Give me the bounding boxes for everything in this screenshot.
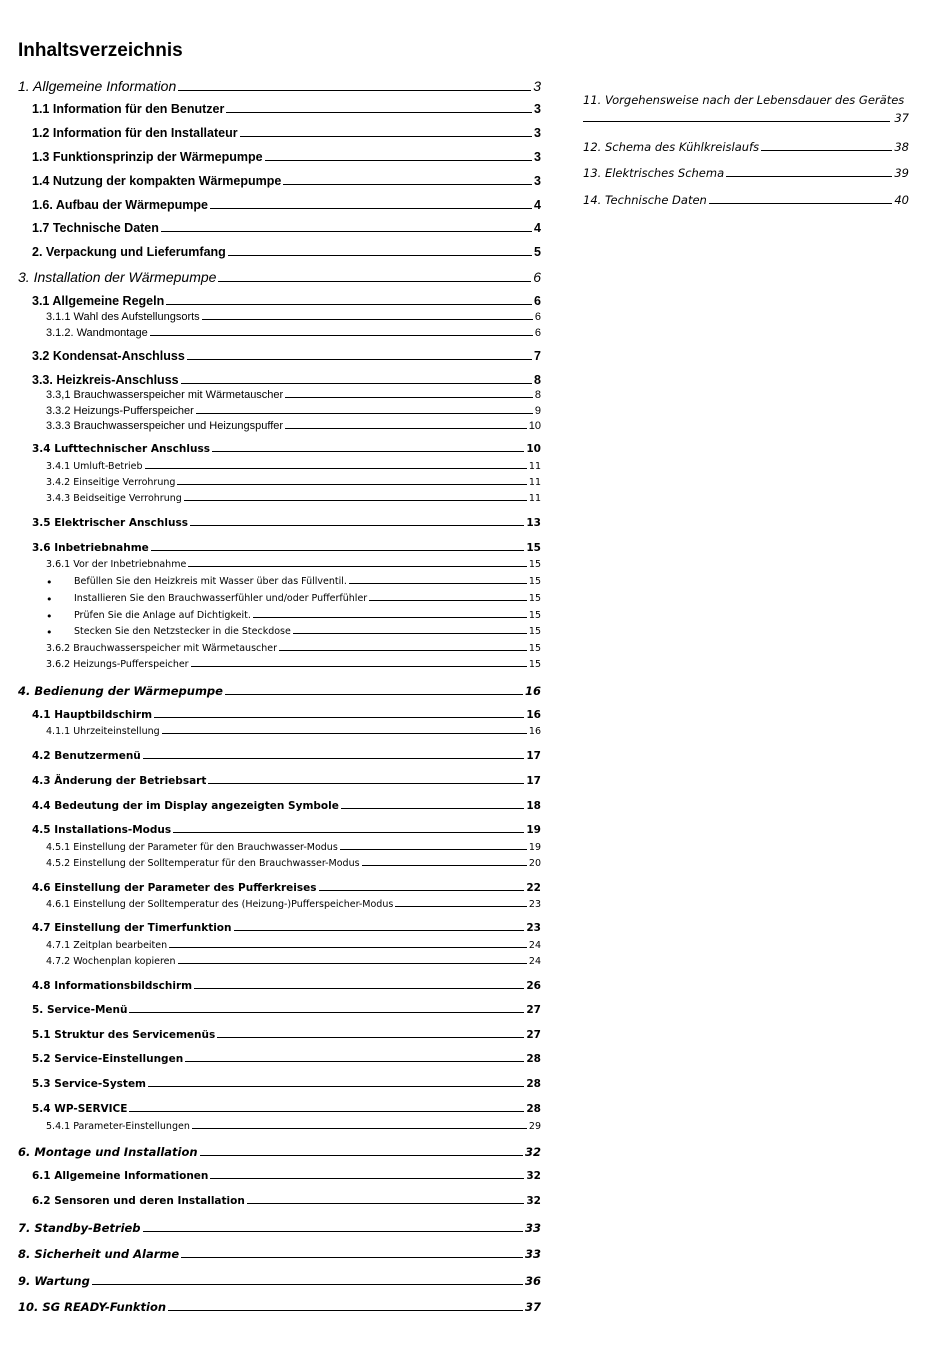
bullet-icon: • [46, 576, 53, 589]
toc-entry-text: 4.6.1 Einstellung der Solltemperatur des (Heizung-)Pufferspeicher-Modus [46, 899, 394, 910]
toc-entry-page: 7 [534, 349, 541, 363]
toc-leader [173, 830, 524, 833]
toc-entry-text: 3.5 Elektrischer Anschluss [32, 517, 188, 529]
toc-leader [583, 119, 890, 122]
toc-entry-page: 5 [534, 245, 541, 259]
toc-entry-page: 39 [894, 166, 909, 180]
toc-entry-text: 5. Service-Menü [32, 1004, 128, 1016]
toc-leader [188, 565, 527, 567]
toc-entry-page: 28 [526, 1053, 541, 1065]
toc-entry-text: 12. Schema des Kühlkreislaufs [583, 140, 760, 154]
toc-entry[interactable] [46, 559, 541, 570]
toc-leader [200, 1153, 523, 1156]
toc-leader [212, 449, 524, 452]
toc-entry-page: 11 [528, 477, 541, 488]
bullet-icon: • [46, 610, 53, 623]
toc-entry-text: 3.6.2 Brauchwasserspeicher mit Wärmetauscher [46, 643, 278, 654]
toc-leader [709, 201, 893, 204]
toc-entry[interactable] [32, 1004, 541, 1016]
toc-entry-text: 4.1.1 Uhrzeiteinstellung [46, 726, 160, 737]
toc-entry[interactable] [32, 517, 541, 529]
toc-entry-text: 4.7.1 Zeitplan bearbeiten [46, 940, 168, 951]
toc-entry-page: 40 [894, 193, 909, 207]
toc-leader [726, 174, 892, 177]
toc-entry[interactable] [46, 643, 541, 654]
toc-leader [218, 279, 531, 282]
toc-entry[interactable] [18, 269, 541, 285]
toc-entry[interactable] [18, 78, 541, 94]
toc-entry-page: 13 [526, 517, 541, 529]
toc-leader [234, 928, 525, 931]
toc-entry-text: 3.6 Inbetriebnahme [32, 542, 149, 554]
toc-entry-page: 18 [526, 800, 541, 812]
toc-entry-text: 3.6.2 Heizungs-Pufferspeicher [46, 659, 189, 670]
toc-entry-page: 38 [894, 140, 909, 154]
toc-entry-text: 4.8 Informationsbildschirm [32, 980, 193, 992]
toc-entry[interactable] [32, 150, 541, 164]
toc-entry[interactable] [32, 1053, 541, 1065]
toc-entry[interactable] [32, 294, 541, 308]
toc-entry-page: 20 [528, 858, 541, 869]
toc-entry[interactable] [46, 842, 541, 853]
toc-title: Inhaltsverzeichnis [18, 40, 183, 61]
toc-leader [169, 946, 527, 948]
toc-entry-text: 3.3.3 Brauchwasserspeicher und Heizungspuffer [46, 420, 284, 432]
toc-entry-page: 16 [524, 684, 541, 698]
toc-entry[interactable] [74, 576, 541, 587]
toc-entry-page: 6 [533, 269, 541, 285]
toc-entry-page: 3 [534, 126, 541, 140]
toc-entry-page: 27 [526, 1004, 541, 1016]
toc-entry-text: 7. Standby-Betrieb [18, 1221, 141, 1235]
toc-entry-page: 33 [524, 1221, 541, 1235]
toc-entry-text: 5.4 WP-SERVICE [32, 1103, 128, 1115]
toc-entry-page: 4 [534, 198, 541, 212]
toc-entry-page: 3 [533, 78, 541, 94]
toc-leader [191, 665, 527, 667]
toc-entry[interactable] [32, 349, 541, 363]
toc-entry-page: 4 [534, 221, 541, 235]
toc-leader [185, 1059, 524, 1062]
toc-entry[interactable] [46, 940, 541, 951]
toc-entry[interactable] [74, 610, 541, 621]
toc-leader [217, 1035, 524, 1038]
toc-leader [162, 732, 527, 734]
toc-leader [293, 632, 527, 634]
toc-entry-page: 15 [528, 559, 541, 570]
toc-entry-page: 6 [534, 311, 541, 323]
toc-entry-text: 3.2 Kondensat-Anschluss [32, 349, 185, 363]
toc-leader [362, 864, 527, 866]
toc-entry-text: 1.4 Nutzung der kompakten Wärmepumpe [32, 174, 282, 188]
toc-entry-text: 4.3 Änderung der Betriebsart [32, 775, 207, 787]
toc-entry-13[interactable] [583, 166, 909, 180]
toc-entry[interactable] [32, 542, 541, 554]
toc-entry[interactable] [46, 659, 541, 670]
toc-entry[interactable] [32, 1103, 541, 1115]
toc-entry-text: 4.6 Einstellung der Parameter des Pufferkreises [32, 882, 317, 894]
toc-leader [369, 599, 527, 601]
toc-entry-page: 24 [528, 940, 541, 951]
toc-entry[interactable] [46, 311, 541, 323]
toc-entry-page: 6 [534, 294, 541, 308]
toc-leader [168, 1308, 523, 1311]
toc-entry-text: 3.1.1 Wahl des Aufstellungsorts [46, 311, 200, 323]
toc-entry[interactable] [32, 980, 541, 992]
toc-entry-page: 29 [528, 1121, 541, 1132]
toc-entry-text: 4.5.1 Einstellung der Parameter für den Brauchwasser-Modus [46, 842, 338, 853]
toc-entry[interactable] [32, 1029, 541, 1041]
toc-leader [285, 426, 527, 429]
toc-entry-text: 3.3,1 Brauchwasserspeicher mit Wärmetauscher [46, 389, 284, 401]
toc-entry-text: Stecken Sie den Netzstecker in die Steckdose [74, 626, 291, 637]
toc-leader [761, 148, 892, 151]
toc-entry-page: 22 [526, 882, 541, 894]
toc-entry-page: 16 [528, 726, 541, 737]
toc-entry-page: 15 [528, 593, 541, 604]
toc-leader [129, 1010, 524, 1013]
toc-entry-text: 6.1 Allgemeine Informationen [32, 1170, 209, 1182]
toc-leader [194, 986, 524, 989]
toc-leader [196, 411, 533, 414]
toc-entry[interactable] [32, 1078, 541, 1090]
toc-leader [143, 756, 525, 759]
toc-leader [178, 962, 527, 964]
toc-entry[interactable] [46, 420, 541, 432]
toc-entry-text: 5.3 Service-System [32, 1078, 147, 1090]
toc-entry-page: 27 [526, 1029, 541, 1041]
toc-leader [228, 253, 532, 256]
toc-entry-text: 3.4.3 Beidseitige Verrohrung [46, 493, 182, 504]
toc-entry-11[interactable] [583, 93, 909, 129]
toc-entry-text: 4. Bedienung der Wärmepumpe [18, 684, 223, 698]
toc-leader [225, 692, 523, 695]
toc-entry-page: 17 [526, 750, 541, 762]
toc-entry-text: 4.7 Einstellung der Timerfunktion [32, 922, 232, 934]
toc-entry[interactable] [32, 882, 541, 894]
toc-entry-page: 11 [528, 493, 541, 504]
toc-entry[interactable] [32, 373, 541, 387]
toc-entry-text: 8. Sicherheit und Alarme [18, 1247, 180, 1261]
toc-entry-text: Installieren Sie den Brauchwasserfühler und/oder Pufferfühler [74, 593, 368, 604]
toc-entry-page: 10 [528, 420, 541, 432]
toc-leader [181, 381, 532, 384]
toc-entry-text: 4.4 Bedeutung der im Display angezeigten Symbole [32, 800, 339, 812]
toc-entry[interactable] [46, 956, 541, 967]
toc-entry[interactable] [32, 221, 541, 235]
toc-entry-text: 14. Technische Daten [583, 193, 707, 207]
toc-entry[interactable] [74, 626, 541, 637]
toc-entry-page: 8 [534, 389, 541, 401]
toc-entry[interactable] [18, 1300, 541, 1314]
toc-entry[interactable] [32, 174, 541, 188]
toc-leader [208, 781, 524, 784]
toc-entry-text: 3.4.2 Einseitige Verrohrung [46, 477, 176, 488]
toc-entry-page: 32 [524, 1145, 541, 1159]
toc-leader [151, 548, 525, 551]
toc-entry-text: 3. Installation der Wärmepumpe [18, 269, 217, 285]
toc-entry[interactable] [18, 1274, 541, 1288]
toc-entry-text: 9. Wartung [18, 1274, 90, 1288]
toc-entry-page: 37 [894, 111, 909, 125]
toc-entry-page: 28 [526, 1103, 541, 1115]
toc-entry-page: 15 [528, 576, 541, 587]
toc-entry-text: 3.1.2. Wandmontage [46, 327, 148, 339]
toc-entry[interactable] [32, 1170, 541, 1182]
toc-entry[interactable] [32, 443, 541, 455]
toc-leader [150, 333, 533, 336]
toc-entry-text: 5.1 Struktur des Servicemenüs [32, 1029, 216, 1041]
toc-leader [184, 499, 527, 501]
toc-leader [190, 523, 524, 526]
toc-entry-text: Befüllen Sie den Heizkreis mit Wasser über das Füllventil. [74, 576, 347, 587]
toc-entry-text: 3.4 Lufttechnischer Anschluss [32, 443, 210, 455]
toc-entry-text: Prüfen Sie die Anlage auf Dichtigkeit. [74, 610, 251, 621]
toc-entry[interactable] [32, 198, 541, 212]
toc-entry-page: 37 [524, 1300, 541, 1314]
toc-leader [202, 317, 533, 320]
toc-entry[interactable] [32, 102, 541, 116]
toc-leader [154, 715, 524, 718]
toc-entry-page: 9 [534, 405, 541, 417]
toc-leader [166, 302, 532, 305]
toc-entry-page: 15 [526, 542, 541, 554]
toc-leader [279, 649, 527, 651]
toc-entry-14[interactable] [583, 193, 909, 207]
toc-entry[interactable] [46, 389, 541, 401]
toc-leader [161, 229, 532, 232]
toc-entry[interactable] [18, 684, 541, 698]
toc-entry-page: 19 [526, 824, 541, 836]
toc-entry-page: 16 [526, 709, 541, 721]
toc-leader [395, 905, 527, 907]
toc-entry-text: 1.6. Aufbau der Wärmepumpe [32, 198, 208, 212]
toc-entry-page: 6 [534, 327, 541, 339]
toc-leader [92, 1282, 523, 1285]
toc-entry[interactable] [18, 1145, 541, 1159]
toc-entry-text: 4.1 Hauptbildschirm [32, 709, 153, 721]
toc-entry-page: 33 [524, 1247, 541, 1261]
toc-leader [285, 395, 533, 398]
toc-entry[interactable] [18, 1221, 541, 1235]
toc-entry[interactable] [32, 709, 541, 721]
toc-entry-text: 1.1 Information für den Benutzer [32, 102, 225, 116]
toc-entry-page: 36 [524, 1274, 541, 1288]
toc-leader [145, 467, 527, 469]
toc-entry[interactable] [46, 899, 541, 910]
toc-entry[interactable] [32, 775, 541, 787]
toc-entry-page: 3 [534, 102, 541, 116]
bullet-icon: • [46, 626, 53, 639]
toc-leader [178, 88, 531, 91]
toc-leader [226, 110, 532, 113]
toc-entry-text: 3.3. Heizkreis-Anschluss [32, 373, 179, 387]
toc-entry-page: 26 [526, 980, 541, 992]
toc-entry-text: 13. Elektrisches Schema [583, 166, 725, 180]
toc-entry-text: 5.2 Service-Einstellungen [32, 1053, 184, 1065]
toc-entry-page: 24 [528, 956, 541, 967]
toc-leader [247, 1201, 525, 1204]
toc-entry-page: 28 [526, 1078, 541, 1090]
toc-leader [210, 1176, 524, 1179]
toc-leader [143, 1229, 523, 1232]
toc-entry[interactable] [46, 493, 541, 504]
toc-entry[interactable] [46, 1121, 541, 1132]
toc-entry[interactable] [46, 726, 541, 737]
toc-leader [340, 848, 527, 850]
toc-leader [319, 888, 525, 891]
toc-entry-page: 8 [534, 373, 541, 387]
toc-entry-page: 15 [528, 610, 541, 621]
toc-entry-text: 4.2 Benutzermenü [32, 750, 141, 762]
toc-leader [253, 616, 527, 618]
toc-entry[interactable] [32, 800, 541, 812]
toc-entry-text: 4.5.2 Einstellung der Solltemperatur für den Brauchwasser-Modus [46, 858, 360, 869]
toc-entry-text: 1. Allgemeine Information [18, 78, 177, 94]
toc-leader [265, 158, 532, 161]
toc-entry[interactable] [46, 461, 541, 472]
toc-entry-text: 3.3.2 Heizungs-Pufferspeicher [46, 405, 194, 417]
toc-entry-page: 32 [526, 1170, 541, 1182]
toc-entry[interactable] [32, 750, 541, 762]
toc-leader [192, 1127, 527, 1129]
toc-entry[interactable] [32, 922, 541, 934]
toc-entry-page: 23 [528, 899, 541, 910]
toc-entry-text: 3.4.1 Umluft-Betrieb [46, 461, 143, 472]
toc-entry-text: 3.1 Allgemeine Regeln [32, 294, 165, 308]
toc-entry[interactable] [46, 405, 541, 417]
toc-leader [129, 1109, 524, 1112]
toc-entry-page: 10 [526, 443, 541, 455]
toc-leader [349, 582, 527, 584]
toc-entry-text: 2. Verpackung und Lieferumfang [32, 245, 226, 259]
toc-entry-text: 3.6.1 Vor der Inbetriebnahme [46, 559, 187, 570]
toc-entry-text: 6. Montage und Installation [18, 1145, 198, 1159]
toc-entry-text: 6.2 Sensoren und deren Installation [32, 1195, 245, 1207]
toc-entry-page: 32 [526, 1195, 541, 1207]
toc-leader [177, 483, 527, 485]
toc-entry[interactable] [32, 824, 541, 836]
toc-entry[interactable] [74, 593, 541, 604]
toc-entry-page: 15 [528, 643, 541, 654]
toc-entry[interactable] [46, 858, 541, 869]
toc-entry[interactable] [46, 477, 541, 488]
toc-entry[interactable] [32, 245, 541, 259]
toc-leader [187, 357, 532, 360]
toc-entry-text: 1.3 Funktionsprinzip der Wärmepumpe [32, 150, 263, 164]
toc-entry[interactable] [32, 1195, 541, 1207]
toc-entry-page: 17 [526, 775, 541, 787]
toc-leader [341, 806, 525, 809]
toc-leader [181, 1255, 523, 1258]
toc-entry-text: 5.4.1 Parameter-Einstellungen [46, 1121, 190, 1132]
toc-entry-page: 15 [528, 626, 541, 637]
toc-entry-page: 19 [528, 842, 541, 853]
toc-entry-page: 3 [534, 150, 541, 164]
toc-entry-12[interactable] [583, 140, 909, 154]
toc-leader [240, 134, 532, 137]
toc-leader [283, 182, 532, 185]
toc-entry-page: 3 [534, 174, 541, 188]
toc-entry-text: 4.7.2 Wochenplan kopieren [46, 956, 176, 967]
toc-entry[interactable] [46, 327, 541, 339]
toc-entry-page: 11 [528, 461, 541, 472]
toc-leader [148, 1084, 524, 1087]
toc-entry-text: 4.5 Installations-Modus [32, 824, 172, 836]
toc-entry-text: 11. Vorgehensweise nach der Lebensdauer des Gerätes [583, 93, 905, 107]
toc-leader [210, 206, 532, 209]
toc-entry-text: 10. SG READY-Funktion [18, 1300, 167, 1314]
toc-entry-page: 15 [528, 659, 541, 670]
bullet-icon: • [46, 593, 53, 606]
toc-entry-text: 1.2 Information für den Installateur [32, 126, 238, 140]
toc-entry[interactable] [32, 126, 541, 140]
toc-entry-page: 23 [526, 922, 541, 934]
toc-entry-text: 1.7 Technische Daten [32, 221, 159, 235]
toc-entry[interactable] [18, 1247, 541, 1261]
